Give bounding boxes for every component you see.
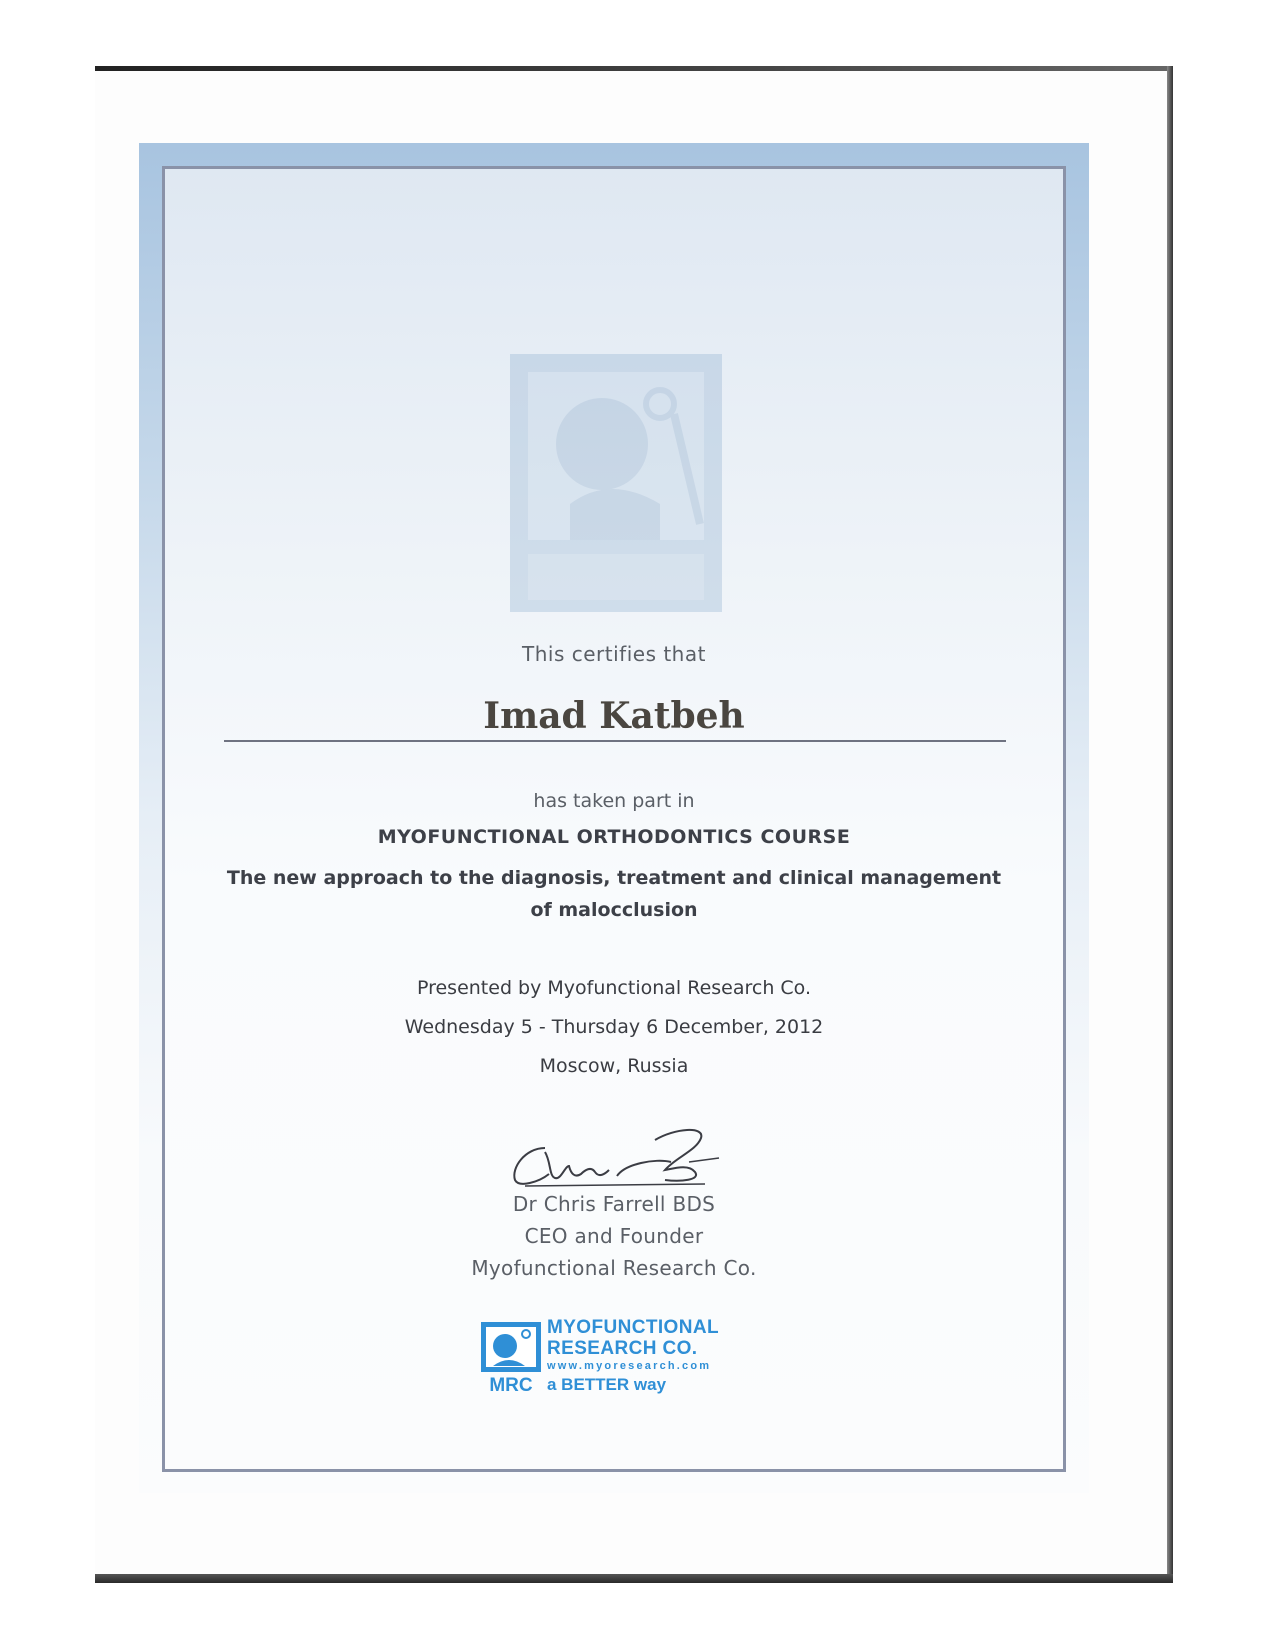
- logo-tagline: a BETTER way: [547, 1375, 667, 1394]
- logo-line-1: MYOFUNCTIONAL: [547, 1317, 719, 1338]
- name-underline: [224, 740, 1006, 742]
- signatory-title: CEO and Founder: [524, 1224, 704, 1248]
- mrc-watermark-icon: [510, 354, 722, 612]
- course-dates: Wednesday 5 - Thursday 6 December, 2012: [404, 1016, 824, 1038]
- presenter-text: Presented by Myofunctional Research Co.: [416, 977, 812, 999]
- participation-text: has taken part in: [533, 790, 695, 812]
- signature-icon: [505, 1118, 735, 1190]
- course-subtitle: The new approach to the diagnosis, treatment and clinical management of malocclusion: [226, 867, 1002, 921]
- scan-edge-right: [1167, 66, 1173, 1583]
- course-location: Moscow, Russia: [539, 1055, 689, 1077]
- recipient-name: Imad Katbeh: [483, 695, 745, 737]
- logo-mark-text: MRC: [489, 1375, 533, 1394]
- mrc-logo-icon: [481, 1322, 541, 1394]
- scan-edge-bottom: [95, 1574, 1173, 1583]
- course-title: MYOFUNCTIONAL ORTHODONTICS COURSE: [377, 826, 851, 848]
- certifies-text: This certifies that: [522, 642, 706, 666]
- logo-line-2: RESEARCH CO.: [547, 1338, 698, 1359]
- signatory-organization: Myofunctional Research Co.: [471, 1256, 757, 1280]
- company-logo: [547, 1317, 719, 1396]
- logo-url: www.myoresearch.com: [547, 1360, 712, 1372]
- signatory-name: Dr Chris Farrell BDS: [512, 1192, 716, 1216]
